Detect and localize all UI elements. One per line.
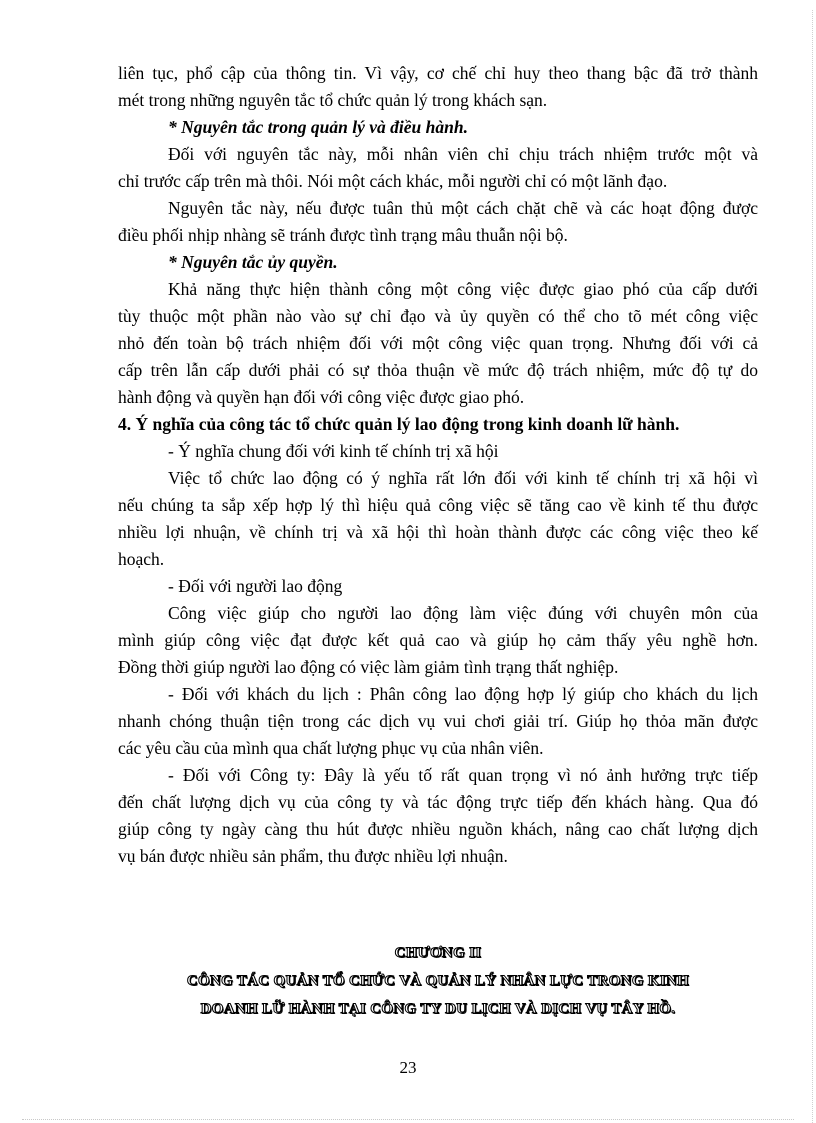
paragraph-management [118,141,758,195]
text-line: chỉ trước cấp trên mà thôi. Nói một cách khác, mỗi người chỉ có một lãnh đạo. [118,171,668,191]
text-line: vụ bán được nhiều sản phẩm, thu được nhiều lợi nhuận. [118,846,508,866]
paragraph-delegation [118,276,758,411]
section-heading-4: 4. Ý nghĩa của công tác tổ chức quản lý lao động trong kinh doanh lữ hành. [118,414,680,434]
paragraph-compliance [118,195,758,249]
bullet-item: - Đối với khách du lịch : Phân công lao động hợp lý giúp cho khách du lịch [168,684,758,704]
bullet-item: - Đối với Công ty: Đây là yếu tố rất quan trọng vì nó ảnh hưởng trực tiếp [168,765,758,785]
paragraph-hierarchy-principle [118,60,758,114]
subheading-delegation: * Nguyên tắc ủy quyền. [168,252,338,272]
text-line: hành động và quyền hạn đối với công việc được giao phó. [118,387,525,407]
text-line: đến chất lượng dịch vụ của công ty và tác động trực tiếp đến khách hàng. Qua đó [118,792,758,812]
text-line: Đồng thời giúp người lao động có việc làm giảm tình trạng thất nghiệp. [118,657,619,677]
chapter-number: CHƯƠNG II [394,945,482,961]
text-line: Công việc giúp cho người lao động làm việc đúng với chuyên môn của [168,603,758,623]
text-line: nhiều lợi nhuận, về chính trị và xã hội thì hoàn thành được các công việc theo kế [118,522,758,542]
text-line: Đối với nguyên tắc này, mỗi nhân viên chỉ chịu trách nhiệm trước một và [168,144,758,164]
text-line: điều phối nhịp nhàng sẽ tránh được tình trạng mâu thuẫn nội bộ. [118,225,568,245]
paragraph-workers [118,573,758,681]
text-line: Việc tổ chức lao động có ý nghĩa rất lớn đối với kinh tế chính trị xã hội vì [168,468,758,488]
paragraph-general-meaning [118,438,758,573]
text-line: Khả năng thực hiện thành công một công việc được giao phó của cấp dưới [168,279,758,299]
chapter-title-line-2: DOANH LỮ HÀNH TẠI CÔNG TY DU LỊCH VÀ DỊCH VỤ TÂY HỒ. [200,1001,676,1017]
text-line: nhỏ đến toàn bộ trách nhiệm đối với một công việc quan trọng. Nhưng đối với cả [118,333,758,353]
text-line: Nguyên tắc này, nếu được tuân thủ một cách chặt chẽ và các hoạt động được [168,198,758,218]
paragraph-tourists [118,681,758,762]
page-border-bottom [22,1119,794,1120]
text-line: giúp công ty ngày càng thu hút được nhiều nguồn khách, nâng cao chất lượng dịch [118,819,758,839]
text-line: nhanh chóng thuận tiện trong các dịch vụ vui chơi giải trí. Giúp họ thỏa mãn được [118,711,758,731]
text-line: liên tục, phổ cập của thông tin. Vì vậy, cơ chế chỉ huy theo thang bậc đã trở thành [118,63,758,83]
text-line: mét trong những nguyên tắc tổ chức quản lý trong khách sạn. [118,90,548,110]
page-border-right [812,10,813,1123]
page-number: 23 [399,1058,417,1077]
text-line: hoạch. [118,549,165,569]
bullet-item: - Ý nghĩa chung đối với kinh tế chính trị xã hội [168,441,499,461]
text-line: các yêu cầu của mình qua chất lượng phục vụ của nhân viên. [118,738,544,758]
bullet-item: - Đối với người lao động [168,576,343,596]
text-line: cấp trên lẫn cấp dưới phải có sự thỏa thuận về mức độ trách nhiệm, mức độ tự do [118,360,758,380]
text-line: mình giúp công việc đạt được kết quả cao và giúp họ cảm thấy yêu nghề hơn. [118,630,758,650]
chapter-title-line-1: CÔNG TÁC QUẢN TỔ CHỨC VÀ QUẢN LÝ NHÂN LỰC TRONG KINH [186,973,690,989]
subheading-management: * Nguyên tắc trong quản lý và điều hành. [168,117,468,137]
text-line: nếu chúng ta sắp xếp hợp lý thì hiệu quả công việc sẽ tăng cao về kinh tế thu được [118,495,758,515]
paragraph-company [118,762,758,870]
text-line: tùy thuộc một phần nào vào sự chỉ đạo và ủy quyền có thể cho tõ mét công việc [118,306,758,326]
